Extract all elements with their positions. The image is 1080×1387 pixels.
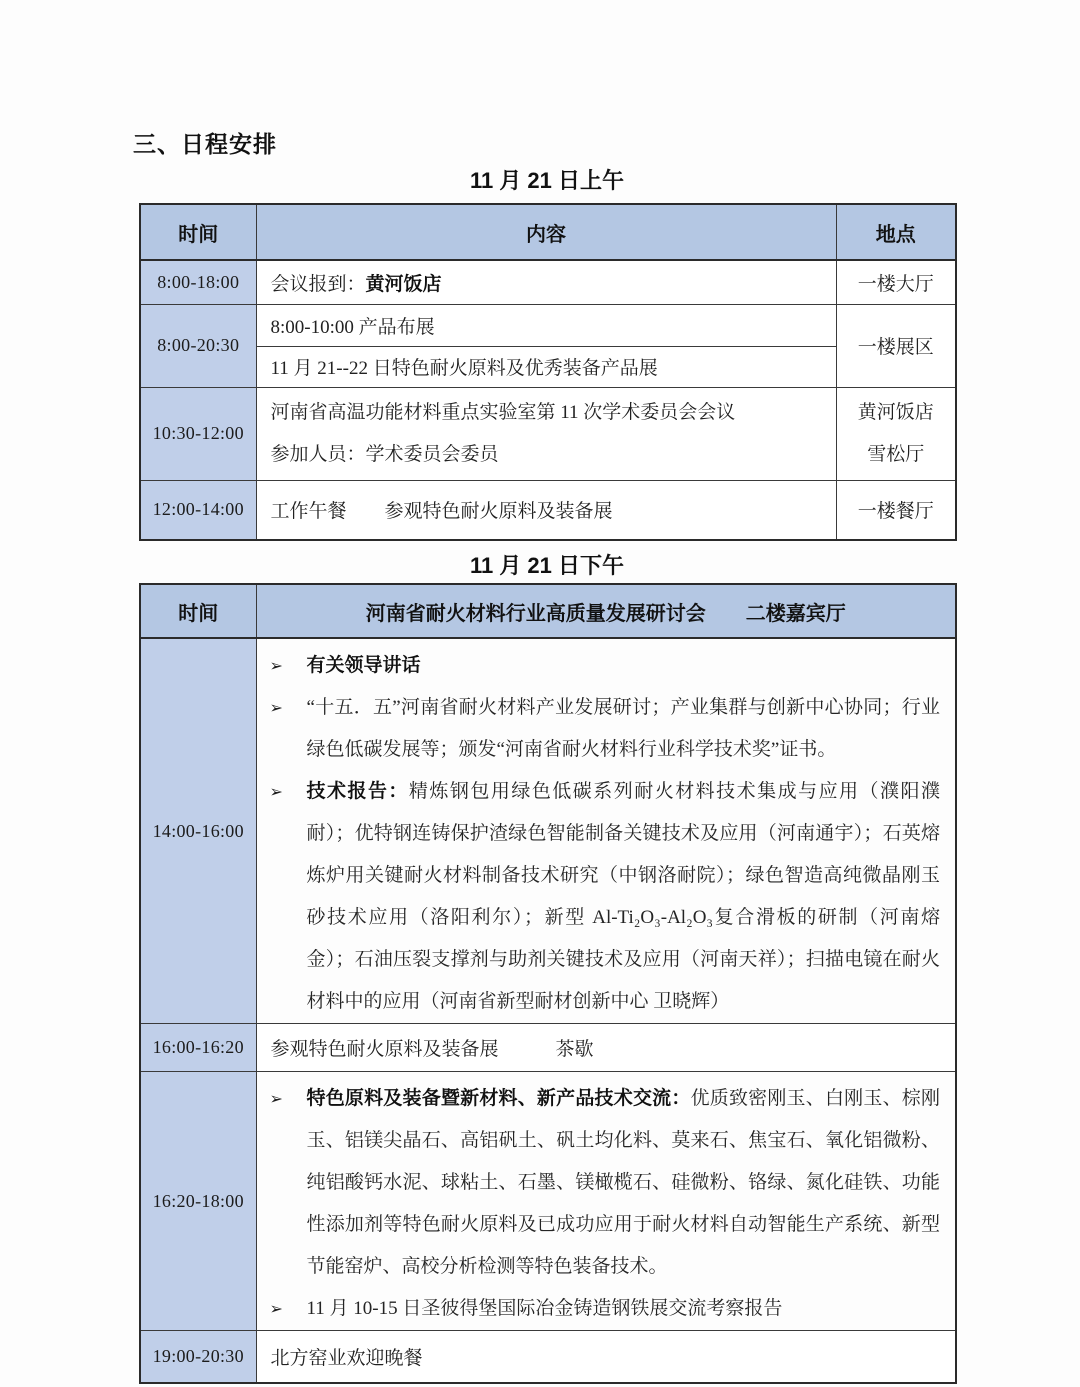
time-cell: 10:30-12:00 (140, 387, 256, 480)
location-cell (836, 387, 956, 480)
list-item-body: 优质致密刚玉、白刚玉、棕刚玉、铝镁尖晶石、高铝矾土、矾土均化料、莫来石、焦宝石、氧化铝微粉、纯铝酸钙水泥、球粘土、石墨、镁橄榄石、硅微粉、铬绿、氮化硅铁、功能性添加剂等特色耐火原料及已成功应用于耐火材料自动智能生产系统、新型节能窑炉、高校分析检测等特色装备技术。 (306, 1088, 940, 1277)
location-cell: 一楼大厅 (836, 260, 956, 304)
list-item-body: 精炼钢包用绿色低碳系列耐火材料技术集成与应用（濮阳濮耐）；优特钢连铸保护渣绿色智能制备关键技术及应用（河南通宇）；石英熔炼炉用关键耐火材料制备技术研究（中钢洛耐院）；绿色智造高纯微晶刚玉砂技术应用（洛阳利尔）；新型 Al-Ti₂O₃-Al₂O₃复合滑板的研制（河南熔金）；石油压裂支撑剂与助剂关键技术及应用（河南天祥）；扫描电镜在耐火材料中的应用（河南省新型耐材创新中心 卫晓辉） (306, 781, 940, 1012)
table-row (140, 260, 956, 304)
table-row (140, 346, 956, 387)
content-cell (256, 387, 836, 480)
list-item-body: 11 月 10-15 日圣彼得堡国际冶金铸造钢铁展交流考察报告 (306, 1298, 783, 1319)
table-row (140, 1331, 956, 1383)
table-row (140, 1072, 956, 1331)
list-item (270, 1288, 956, 1330)
list-item-bold: 技术报告： (306, 781, 409, 802)
afternoon-schedule-table (139, 583, 957, 1384)
list-item-text (307, 771, 956, 1023)
arrow-bullet-icon: ➢ (269, 782, 283, 801)
content-cell (256, 1072, 956, 1331)
list-item (270, 645, 956, 687)
list-item-body: “十五．五”河南省耐火材料产业发展研讨；产业集群与创新中心协同；行业绿色低碳发展等；颁发“河南省耐火材料行业科学技术奖”证书。 (306, 697, 940, 760)
time-cell: 8:00-18:00 (140, 260, 256, 304)
arrow-bullet-icon: ➢ (269, 698, 283, 717)
time-cell: 14:00-16:00 (140, 638, 256, 1024)
content-cell: 参观特色耐火原料及装备展 茶歇 (256, 1024, 956, 1072)
content-cell: 北方窑业欢迎晚餐 (256, 1331, 956, 1383)
list-item-text (307, 1288, 956, 1330)
content-cell: 11 月 21--22 日特色耐火原料及优秀装备产品展 (256, 346, 836, 387)
location-line-1: 黄河饭店 (857, 401, 934, 423)
session-header-title: 河南省耐火材料行业高质量发展研讨会 二楼嘉宾厅 (256, 584, 956, 638)
morning-schedule-table (139, 203, 957, 541)
column-header-time: 时间 (140, 584, 256, 638)
list-item-bold: 特色原料及装备暨新材料、新产品技术交流： (306, 1088, 691, 1109)
content-text: 会议报到： (270, 273, 366, 295)
content-line-1: 河南省高温功能材料重点实验室第 11 次学术委员会会议 (270, 401, 736, 423)
time-cell: 16:20-18:00 (140, 1072, 256, 1331)
time-cell: 12:00-14:00 (140, 480, 256, 540)
table-row (140, 387, 956, 480)
content-cell: 工作午餐 参观特色耐火原料及装备展 (256, 480, 836, 540)
morning-section-title: 11 月 21 日上午 (469, 168, 625, 193)
location-cell: 一楼餐厅 (836, 480, 956, 540)
table-row (140, 1024, 956, 1072)
content-line-2: 参加人员：学术委员会委员 (270, 443, 499, 465)
afternoon-section-title: 11 月 21 日下午 (469, 553, 625, 578)
table-row (140, 480, 956, 540)
location-cell: 一楼展区 (836, 304, 956, 387)
content-cell (256, 638, 956, 1024)
location-line-2: 雪松厅 (867, 443, 925, 465)
arrow-bullet-icon: ➢ (269, 1299, 283, 1318)
column-header-time: 时间 (140, 204, 256, 260)
page-heading: 三、日程安排 (133, 131, 277, 157)
arrow-bullet-icon: ➢ (269, 1089, 283, 1108)
list-item-bold: 有关领导讲话 (306, 655, 421, 676)
table-header-row (140, 204, 956, 260)
list-item-text (307, 687, 956, 771)
time-cell: 8:00-20:30 (140, 304, 256, 387)
column-header-content: 内容 (256, 204, 836, 260)
arrow-bullet-icon: ➢ (269, 656, 283, 675)
list-item (270, 1078, 956, 1288)
time-cell: 16:00-16:20 (140, 1024, 256, 1072)
list-item-text (307, 1078, 956, 1288)
column-header-location: 地点 (836, 204, 956, 260)
list-item (270, 687, 956, 771)
content-bold-text: 黄河饭店 (365, 273, 442, 295)
list-item (270, 771, 956, 1023)
content-cell (256, 260, 836, 304)
table-row (140, 304, 956, 346)
table-row (140, 638, 956, 1024)
content-cell: 8:00-10:00 产品布展 (256, 304, 836, 346)
time-cell: 19:00-20:30 (140, 1331, 256, 1383)
list-item-text (307, 645, 956, 687)
table-header-row (140, 584, 956, 638)
